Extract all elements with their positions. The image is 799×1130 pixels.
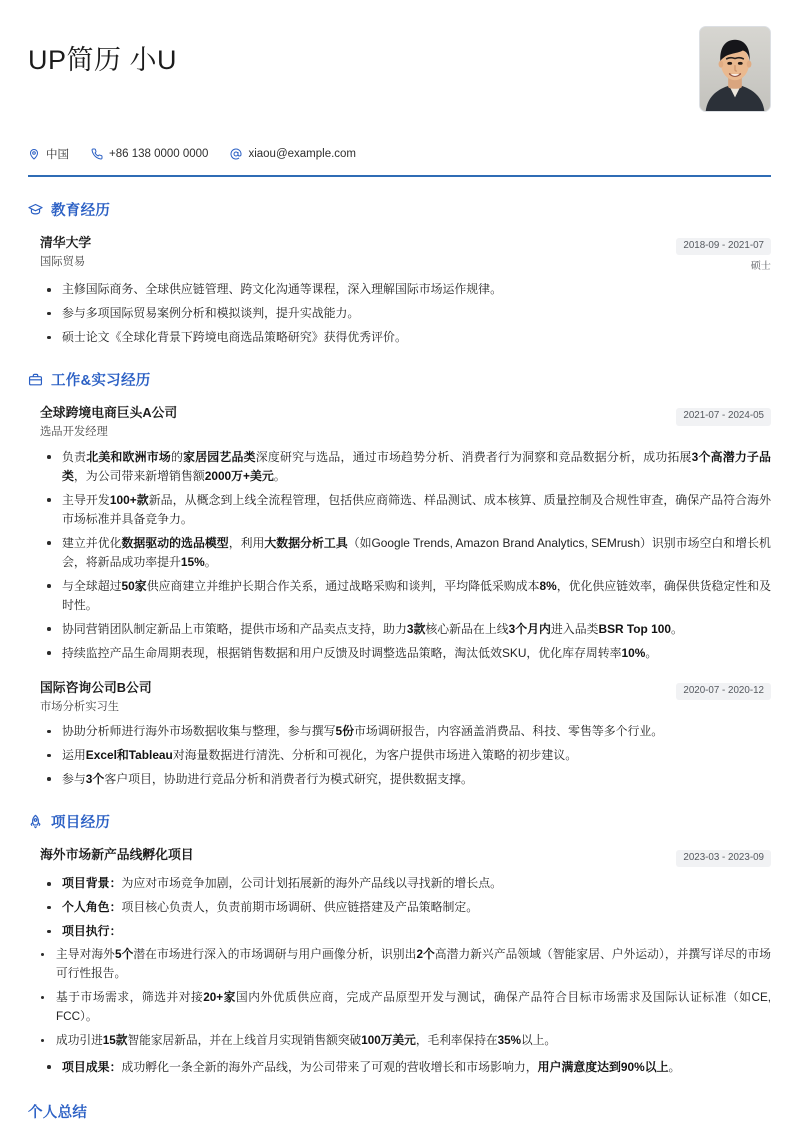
- contact-email-text: xiaou@example.com: [248, 148, 357, 160]
- company-name: 全球跨境电商巨头A公司: [40, 405, 178, 421]
- bullet-emphasis: 5份: [335, 724, 355, 739]
- contact-row: [28, 146, 771, 162]
- bullet-text: 主导开发: [62, 492, 110, 507]
- project-sub-bullets: [28, 946, 771, 1051]
- bullet-text: 主修国际商务、全球供应链管理、跨文化沟通等课程，深入理解国际市场运作规律。: [62, 282, 502, 297]
- major-name: 国际贸易: [40, 255, 86, 268]
- bullet-text: 潜在市场进行深入的市场调研与用户画像分析，识别出: [133, 947, 417, 961]
- bullet-emphasis: 项目背景：: [62, 876, 122, 891]
- entry-headings: [40, 846, 194, 865]
- section-label: 个人总结: [28, 1104, 88, 1121]
- entry-head: [28, 234, 771, 273]
- company-name: 国际咨询公司B公司: [40, 680, 152, 695]
- bullet-text: 为应对市场竞争加剧，公司计划拓展新的海外产品线以寻找新的增长点。: [121, 876, 502, 891]
- section-body-education: [28, 234, 771, 347]
- date-badge: 2023-03 - 2023-09: [676, 850, 771, 868]
- entry-headings: [40, 404, 177, 440]
- email-at-icon: [230, 148, 242, 160]
- section-title-summary: [28, 1101, 771, 1122]
- bullet-text: 供应商建立并维护长期合作关系，通过战略采购和谈判，平均降低采购成本: [146, 578, 540, 593]
- contact-location: [28, 146, 69, 162]
- header-left: [28, 26, 177, 76]
- bullet-text: 高潜力新兴产品领域（智能家居、户外运动），并撰写详尽的市场可行性报告。: [56, 947, 771, 980]
- entry-headings: [40, 679, 152, 715]
- section-body-projects: [28, 846, 771, 1077]
- education-entry: [28, 234, 771, 347]
- bullet-item: [28, 1032, 771, 1051]
- section-education: [28, 199, 771, 347]
- bullet-emphasis: 100+款: [109, 492, 149, 507]
- work-bullets: [28, 722, 771, 789]
- bullet-text: 成功孵化一条全新的海外产品线，为公司带来了可观的营收增长和市场影响力，: [121, 1059, 538, 1074]
- bullet-item: [28, 989, 771, 1027]
- degree-label: 硕士: [750, 261, 771, 273]
- header-divider: [28, 175, 771, 177]
- bullet-emphasis: 3个高潜力子品类: [62, 449, 771, 483]
- bullet-emphasis: 家居园艺品类: [183, 449, 256, 464]
- project-tail-bullets: [28, 1058, 771, 1077]
- bullet-text: 的: [170, 449, 184, 464]
- bullet-item: [28, 644, 771, 663]
- bullet-item: [28, 746, 771, 765]
- bullet-text: 以上。: [521, 1033, 557, 1047]
- project-entry: [28, 846, 771, 1077]
- bullet-text: 新品，从概念到上线全流程管理，包括供应商筛选、样品测试、成本核算、质量控制及合规性审查，确保产品符合海外市场标准并具备竞争力。: [62, 492, 771, 527]
- phone-icon: [91, 148, 103, 160]
- bullet-emphasis: 数据驱动的选品模型: [121, 535, 229, 550]
- bullet-emphasis: 项目成果：: [62, 1059, 122, 1074]
- contact-phone: [91, 148, 208, 160]
- bullet-item: [28, 534, 771, 573]
- bullet-emphasis: 大数据分析工具: [264, 535, 348, 550]
- bullet-emphasis: 个人角色：: [62, 900, 122, 915]
- date-badge: 2020-07 - 2020-12: [676, 683, 771, 701]
- bullet-emphasis: 3个月内: [508, 621, 551, 636]
- bullet-item: [28, 577, 771, 616]
- school-name: 清华大学: [40, 235, 92, 250]
- bullet-emphasis: 3个: [85, 771, 105, 786]
- bullet-text: 硕士论文《全球化背景下跨境电商选品策略研究》获得优秀评价。: [62, 330, 407, 345]
- bullet-text: 市场调研报告，内容涵盖消费品、科技、零售等多个行业。: [354, 724, 664, 739]
- bullet-text: ，优化供应链效率，确保供货稳定性和及时性。: [62, 578, 771, 613]
- bullet-text: 深度研究与选品，通过市场趋势分析、消费者行为洞察和竞品数据分析，成功拓展: [255, 449, 692, 464]
- bullet-text: 成功引进: [56, 1033, 103, 1047]
- section-title-education: [28, 199, 771, 220]
- bullet-text: 。: [645, 645, 658, 660]
- bullet-text: 主导对海外: [56, 947, 115, 961]
- bullet-text: 负责: [62, 449, 87, 464]
- page-title: UP简历 小U: [28, 45, 178, 75]
- bullet-item: [28, 922, 771, 941]
- bullet-text: 国内外优质供应商，完成产品原型开发与测试，确保产品符合目标市场需求及国际认证标准（如CE, FCC）。: [56, 990, 771, 1023]
- bullet-text: 与全球超过: [62, 578, 122, 593]
- bullet-text: ，利用: [228, 535, 265, 550]
- contact-email: [230, 148, 356, 160]
- bullet-text: 参与: [62, 771, 86, 786]
- job-title: 市场分析实习生: [40, 700, 120, 713]
- bullet-emphasis: 用户满意度达到90%以上: [537, 1059, 669, 1074]
- bullet-text: 。: [670, 621, 683, 636]
- bullet-text: 协助分析师进行海外市场数据收集与整理，参与撰写: [62, 724, 336, 739]
- bullet-text: 基于市场需求，筛选并对接: [56, 990, 204, 1004]
- section-projects: [28, 811, 771, 1077]
- bullet-emphasis: 10%: [621, 645, 646, 660]
- bullet-emphasis: 50家: [121, 578, 147, 593]
- briefcase-icon: [28, 372, 43, 387]
- date-badge: 2018-09 - 2021-07: [676, 238, 771, 256]
- education-bullets: [28, 280, 771, 347]
- bullet-emphasis: 项目执行：: [62, 924, 122, 938]
- bullet-emphasis: 2个: [416, 947, 435, 961]
- bullet-emphasis: 北美和欧洲市场: [86, 449, 171, 464]
- rocket-icon: [28, 814, 43, 829]
- entry-headings: [40, 234, 91, 270]
- section-body-work: [28, 404, 771, 789]
- bullet-item: [28, 448, 771, 487]
- contact-location-text: 中国: [46, 149, 69, 161]
- bullet-text: 。: [668, 1059, 681, 1074]
- bullet-item: [28, 946, 771, 984]
- project-bullets: [28, 874, 771, 941]
- section-label: 教育经历: [51, 203, 111, 219]
- section-title-work: [28, 369, 771, 390]
- section-label: 项目经历: [51, 815, 111, 832]
- job-title: 选品开发经理: [40, 425, 108, 438]
- bullet-item: [28, 328, 771, 347]
- bullet-text: 持续监控产品生命周期表现，根据销售数据和用户反馈及时调整选品策略，淘汰低效SKU，优化库存周转率: [62, 645, 622, 660]
- contact-phone-text: +86 138 0000 0000: [109, 148, 209, 160]
- avatar: [699, 26, 771, 112]
- section-title-projects: [28, 811, 771, 832]
- bullet-item: [28, 491, 771, 530]
- entry-head: [28, 846, 771, 867]
- project-name: 海外市场新产品线孵化项目: [40, 847, 194, 863]
- bullet-emphasis: 100万美元: [361, 1033, 416, 1047]
- graduation-cap-icon: [28, 202, 43, 217]
- bullet-item: [28, 304, 771, 323]
- bullet-item: [28, 770, 771, 789]
- section-work: [28, 369, 771, 789]
- entry-head: [28, 679, 771, 715]
- bullet-text: 参与多项国际贸易案例分析和模拟谈判，提升实战能力。: [62, 306, 360, 321]
- bullet-text: 协同营销团队制定新品上市策略，提供市场和产品卖点支持，助力: [62, 621, 407, 636]
- bullet-emphasis: 8%: [539, 578, 557, 593]
- bullet-text: 项目核心负责人，负责前期市场调研、供应链搭建及产品策略制定。: [121, 900, 479, 915]
- bullet-emphasis: Excel和Tableau: [85, 748, 173, 763]
- bullet-text: 对海量数据进行清洗、分析和可视化，为客户提供市场进入策略的初步建议。: [172, 748, 578, 763]
- bullet-text: 运用: [62, 748, 86, 763]
- bullet-item: [28, 620, 771, 639]
- resume-header: [28, 26, 771, 112]
- bullet-text: 进入品类: [550, 621, 599, 636]
- portrait-photo-icon: [700, 27, 770, 111]
- bullet-emphasis: 35%: [497, 1033, 522, 1047]
- bullet-item: [28, 722, 771, 741]
- work-entry: [28, 404, 771, 663]
- bullet-text: 。: [273, 468, 286, 483]
- bullet-emphasis: 2000万+美元: [204, 468, 274, 483]
- work-entry: [28, 679, 771, 789]
- bullet-text: （如Google Trends, Amazon Brand Analytics, SEMrush）识别市场空白和增长机会，将新品成功率提升: [62, 535, 771, 570]
- bullet-text: 智能家居新品，并在上线首月实现销售额突破: [127, 1033, 362, 1047]
- entry-meta: [676, 679, 771, 700]
- section-label: 工作&实习经历: [51, 373, 151, 390]
- bullet-item: [28, 898, 771, 917]
- entry-head: [28, 404, 771, 440]
- bullet-text: 客户项目，协助进行竞品分析和消费者行为模式研究，提供数据支撑。: [104, 771, 473, 786]
- bullet-item: [28, 1058, 771, 1077]
- date-badge: 2021-07 - 2024-05: [676, 408, 771, 426]
- bullet-emphasis: 20+家: [203, 990, 236, 1004]
- entry-meta: [676, 846, 771, 867]
- entry-meta: [676, 234, 771, 273]
- bullet-text: 建立并优化: [62, 535, 122, 550]
- bullet-text: 。: [204, 555, 217, 570]
- section-summary: [28, 1101, 771, 1122]
- bullet-emphasis: BSR Top 100: [598, 621, 671, 636]
- bullet-text: 核心新品在上线: [425, 621, 509, 636]
- bullet-text: ，为公司带来新增销售额: [73, 468, 205, 483]
- bullet-item: [28, 280, 771, 299]
- bullet-emphasis: 5个: [114, 947, 134, 961]
- work-bullets: [28, 448, 771, 663]
- bullet-emphasis: 3款: [406, 621, 426, 636]
- entry-meta: [676, 404, 771, 425]
- bullet-emphasis: 15%: [180, 555, 205, 570]
- bullet-item: [28, 874, 771, 893]
- bullet-text: ，毛利率保持在: [415, 1033, 498, 1047]
- location-pin-icon: [28, 148, 40, 160]
- bullet-emphasis: 15款: [102, 1033, 128, 1047]
